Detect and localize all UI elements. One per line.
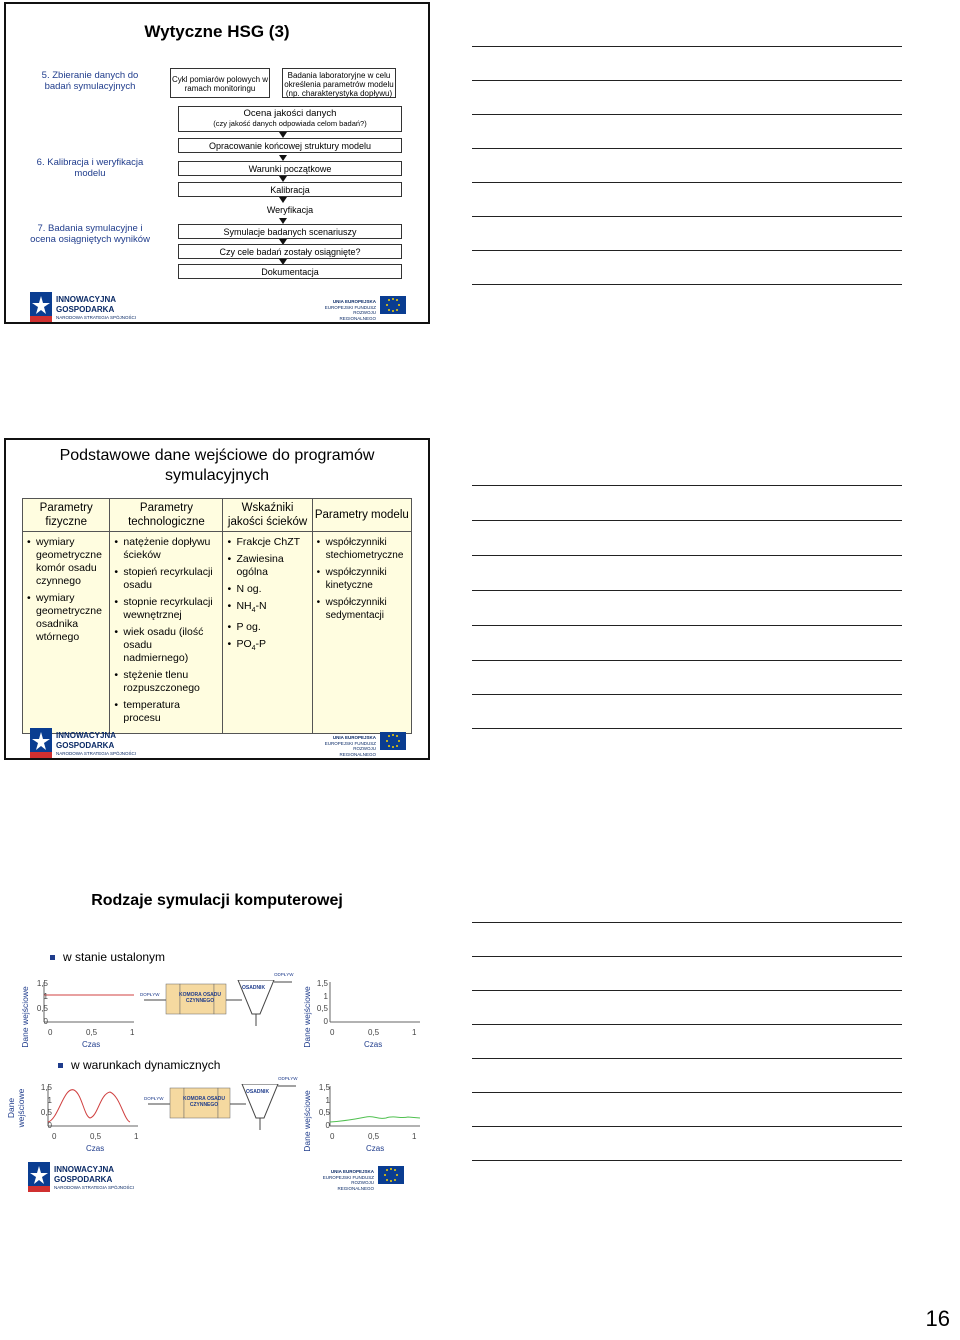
list-item: • temperatura procesu: [123, 699, 219, 725]
list-item: • stopnie recyrkulacji wewnętrznej: [123, 596, 219, 622]
footer-eu-logo: UNIA EUROPEJSKA EUROPEJSKI FUNDUSZ ROZWOJU REGIONALNEGO: [322, 1169, 374, 1191]
step-7-label: 7. Badania symulacyjne i ocena osiągniętych wyników: [30, 223, 150, 245]
star-logo-icon: [30, 292, 52, 322]
slide-title: Podstawowe dane wejściowe do programów symulacyjnych: [59, 447, 375, 484]
header-model: Parametry modelu: [312, 499, 411, 532]
ylabel-steady-output: Dane wejściowe: [302, 986, 312, 1048]
list-item: • wiek osadu (ilość osadu nadmiernego): [123, 626, 219, 665]
xlabel: Czas: [86, 1144, 105, 1153]
col-model: [312, 532, 411, 734]
list-item: • N og.: [236, 583, 308, 596]
list-item: • stopień recyrkulacji osadu: [123, 566, 219, 592]
komora-label: KOMORA OSADU CZYNNEGO: [178, 992, 222, 1004]
ylabel-dynamic-output: Dane wejściowe: [302, 1090, 312, 1152]
col-quality: [223, 532, 312, 734]
list-item: • wymiary geometryczne komór osadu czynnego: [36, 536, 106, 588]
slide-title: Rodzaje symulacji komputerowej: [91, 892, 343, 909]
list-item: • stężenie tlenu rozpuszczonego: [123, 669, 219, 695]
slide-hsg: [4, 2, 430, 324]
step-5-label: 5. Zbieranie danych do badań symulacyjnych: [41, 70, 139, 92]
xlabel: Czas: [364, 1040, 383, 1049]
flow-goals: Czy cele badań zostały osiągnięte?: [178, 244, 402, 259]
list-item: • współczynniki sedymentacji: [326, 596, 408, 622]
footer-innovation-logo: INNOWACYJNA GOSPODARKA NARODOWA STRATEGIA SPÓJNOŚCI: [28, 1162, 50, 1197]
monitoring-box: Cykl pomiarów polowych w ramach monitoringu: [170, 68, 270, 98]
step-6-label: 6. Kalibracja i weryfikacja modelu: [36, 157, 144, 179]
list-item: • współczynniki kinetyczne: [326, 566, 408, 592]
page-number: 16: [925, 1306, 950, 1331]
lab-box: Badania laboratoryjne w celu określenia parametrów modelu (np. charakterystyka dopływu): [282, 68, 396, 98]
list-item: • $NH_4-N$: [236, 600, 308, 617]
square-bullet-icon: [50, 955, 55, 960]
star-logo-icon: [30, 728, 52, 758]
xlabel: Czas: [366, 1144, 385, 1153]
list-item: • współczynniki stechiometryczne: [326, 536, 408, 562]
eu-flag-icon: [378, 1166, 404, 1184]
bullet-steady: w stanie ustalonym: [50, 950, 165, 964]
list-item: • $PO_4-P$: [236, 638, 308, 655]
square-bullet-icon: [58, 1063, 63, 1068]
ylabel-steady-input: Dane wejściowe: [20, 986, 30, 1048]
footer-innovation-logo: INNOWACYJNA GOSPODARKA NARODOWA STRATEGIA SPÓJNOŚCI: [30, 292, 52, 327]
flow-initial-conditions: Warunki początkowe: [178, 161, 402, 176]
list-item: • natężenie dopływu ścieków: [123, 536, 219, 562]
list-item: • wymiary geometryczne osadnika wtórnego: [36, 592, 106, 644]
col-technological: [110, 532, 223, 734]
footer-innovation-logo: INNOWACYJNA GOSPODARKA NARODOWA STRATEGIA SPÓJNOŚCI: [30, 728, 52, 763]
flow-diagram: [140, 980, 300, 1040]
list-item: • Frakcje ChZT: [236, 536, 308, 549]
bullet-dynamic: w warunkach dynamicznych: [58, 1058, 220, 1072]
slide-title: Wytyczne HSG (3): [144, 22, 290, 41]
flow-calibration: Kalibracja: [178, 182, 402, 197]
footer-eu-logo: UNIA EUROPEJSKA EUROPEJSKI FUNDUSZ ROZWOJU REGIONALNEGO: [324, 735, 376, 757]
osadnik-label: OSADNIK: [242, 985, 266, 991]
star-logo-icon: [28, 1162, 50, 1192]
slide-input-data: [4, 438, 430, 760]
flow-diagram: [144, 1084, 304, 1144]
eu-flag-icon: [380, 296, 406, 314]
flow-documentation: Dokumentacja: [178, 264, 402, 279]
header-technological: Parametry technologiczne: [110, 499, 223, 532]
eu-flag-icon: [380, 732, 406, 750]
col-physical: [23, 532, 110, 734]
list-item: • Zawiesina ogólna: [236, 553, 308, 579]
parameters-table: [22, 498, 412, 734]
slide-simulation-types: Rodzaje symulacji komputerowej w stanie ustalonym Dane wejściowe 1,5 1 0,5 0 0 0,5 1 Czas DOPŁYW KOMORA OSADU CZYNNEGO OSADNIK ODPŁYW Dane wejściowe 1,5 1 0,5 0 0 0,5 1 Czas w warunkach dynamicznych Dane wejściowe 1,5 1 0,5 0 0 0,5 1 Czas DOPŁYW KOMORA OSADU CZYNNEGO OSADNIK ODPŁYW Dane wejściowe 1,5 1 0,5 0 0 0,5 1 Czas INNOWACYJNA GOSPODARKA NARODOWA STRATEGIA SPÓJNOŚCI UNIA EUROPEJSKA EUROPEJSKI FUNDUSZ ROZWOJU REGIONALNEGO: [4, 872, 430, 1196]
flow-data-quality: Ocena jakości danych (czy jakość danych odpowiada celom badań?): [178, 106, 402, 132]
flow-structure: Opracowanie końcowej struktury modelu: [178, 138, 402, 153]
flow-verification: Weryfikacja: [178, 203, 402, 218]
flow-scenarios: Symulacje badanych scenariuszy: [178, 224, 402, 239]
xlabel: Czas: [82, 1040, 101, 1049]
ylabel-dynamic-input: Dane wejściowe: [6, 1088, 26, 1128]
header-physical: Parametry fizyczne: [23, 499, 110, 532]
list-item: • P og.: [236, 621, 308, 634]
header-quality: Wskaźniki jakości ścieków: [223, 499, 312, 532]
footer-eu-logo: UNIA EUROPEJSKA EUROPEJSKI FUNDUSZ ROZWOJU REGIONALNEGO: [324, 299, 376, 321]
